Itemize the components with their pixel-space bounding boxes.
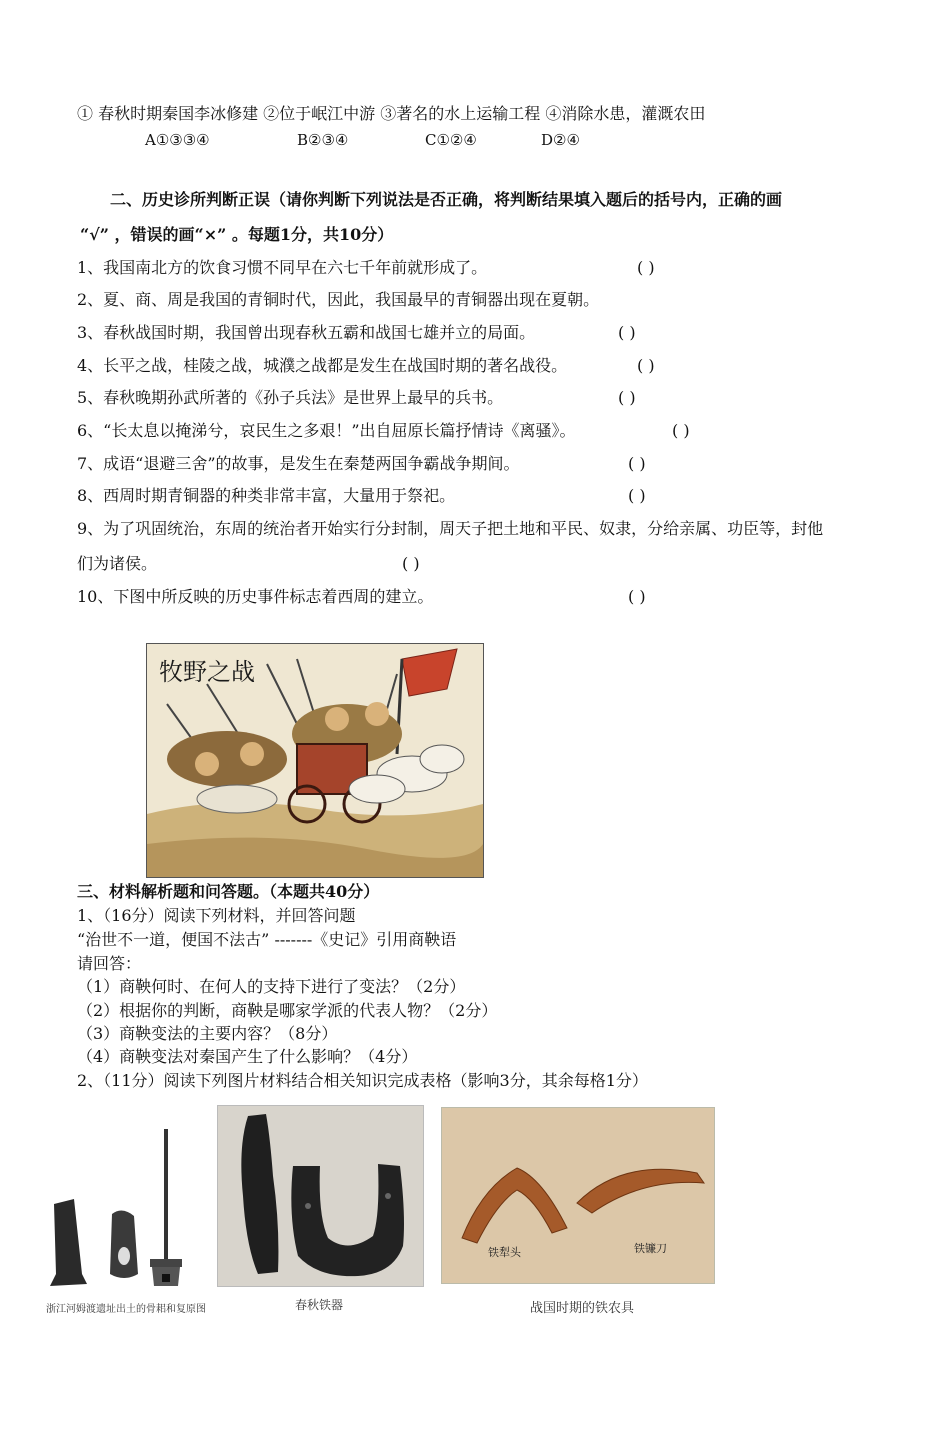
answer-blank-8[interactable]: ( ) <box>628 486 646 505</box>
answer-blank-5[interactable]: ( ) <box>618 388 636 407</box>
q1-sub-2: （2）根据你的判断，商鞅是哪家学派的代表人物？（2分） <box>77 1001 498 1020</box>
warring-states-iron-figure <box>441 1107 715 1284</box>
judge-item-9-cont: 们为诸侯。 <box>77 554 158 573</box>
judge-item-7: 7、成语“退避三舍”的故事，是发生在秦楚两国争霸战争期间。 <box>77 454 520 473</box>
judge-item-1: 1、我国南北方的饮食习惯不同早在六七千年前就形成了。 <box>77 258 488 277</box>
iron-plow-sickle-illustration <box>442 1108 714 1283</box>
answer-blank-6[interactable]: ( ) <box>672 421 690 440</box>
judge-item-8: 8、西周时期青铜器的种类非常丰富，大量用于祭祀。 <box>77 486 456 505</box>
sickle-caption: 铁镰刀 <box>634 1242 667 1255</box>
section2-heading-line2: “√” ，错误的画“×” 。每题1分，共10分） <box>80 225 394 244</box>
prev-question-statement: ① 春秋时期秦国李冰修建 ②位于岷江中游 ③著名的水上运输工程 ④消除水患，灌溉农田 <box>77 104 706 123</box>
answer-blank-1[interactable]: ( ) <box>637 258 655 277</box>
option-b: B②③④ <box>297 131 349 149</box>
judge-item-4: 4、长平之战，桂陵之战，城濮之战都是发生在战国时期的著名战役。 <box>77 356 568 375</box>
option-c: C①②④ <box>425 131 477 149</box>
judge-item-6: 6、“长太息以掩涕兮，哀民生之多艰！”出自屈原长篇抒情诗《离骚》。 <box>77 421 576 440</box>
q2-prompt: 2、（11分）阅读下列图片材料结合相关知识完成表格（影响3分，其余每格1分） <box>77 1071 648 1090</box>
q1-sub-4: （4）商鞅变法对秦国产生了什么影响？（4分） <box>77 1047 418 1066</box>
answer-blank-9[interactable]: ( ) <box>402 554 420 573</box>
option-a: A①③③④ <box>145 131 210 149</box>
q1-please-answer: 请回答： <box>77 954 142 973</box>
spring-iron-caption-text: 春秋铁器 <box>295 1298 344 1312</box>
spring-autumn-iron-figure <box>217 1105 424 1287</box>
iron-tools-illustration <box>218 1106 423 1286</box>
figure-title: 牧野之战 <box>159 658 255 686</box>
warring-states-iron-caption: 战国时期的铁农具 <box>530 1301 635 1316</box>
bone-spade-illustration <box>42 1124 207 1320</box>
judge-item-9: 9、为了巩固统治，东周的统治者开始实行分封制，周天子把土地和平民、奴隶，分给亲属、功臣等，封他 <box>77 519 824 538</box>
answer-blank-10[interactable]: ( ) <box>628 587 646 606</box>
option-d: D②④ <box>541 131 580 149</box>
answer-blank-4[interactable]: ( ) <box>637 356 655 375</box>
muye-battle-figure <box>146 643 484 878</box>
section2-heading-line1: 二、历史诊所判断正误（请你判断下列说法是否正确，将判断结果填入题后的括号内，正确的画 <box>110 190 783 209</box>
judge-item-2: 2、夏、商、周是我国的青铜时代，因此，我国最早的青铜器出现在夏朝。 <box>77 290 600 309</box>
judge-item-10: 10、下图中所反映的历史事件标志着西周的建立。 <box>77 587 434 606</box>
q1-sub-3: （3）商鞅变法的主要内容？（8分） <box>77 1024 338 1043</box>
bone-tools-figure <box>42 1124 207 1320</box>
q1-prompt: 1、（16分）阅读下列材料，并回答问题 <box>77 906 356 925</box>
answer-blank-7[interactable]: ( ) <box>628 454 646 473</box>
plow-caption: 铁犁头 <box>488 1246 521 1259</box>
section3-heading: 三、材料解析题和问答题。（本题共40分） <box>77 882 380 901</box>
q1-sub-1: （1）商鞅何时、在何人的支持下进行了变法？（2分） <box>77 977 466 996</box>
answer-blank-3[interactable]: ( ) <box>618 323 636 342</box>
bone-tools-caption: 浙江河姆渡遗址出土的骨耜和复原图 <box>46 1304 206 1315</box>
judge-item-3: 3、春秋战国时期，我国曾出现春秋五霸和战国七雄并立的局面。 <box>77 323 536 342</box>
judge-item-5: 5、春秋晚期孙武所著的《孙子兵法》是世界上最早的兵书。 <box>77 388 504 407</box>
q1-quote: “治世不一道，便国不法古” -------《史记》引用商鞅语 <box>77 930 457 949</box>
